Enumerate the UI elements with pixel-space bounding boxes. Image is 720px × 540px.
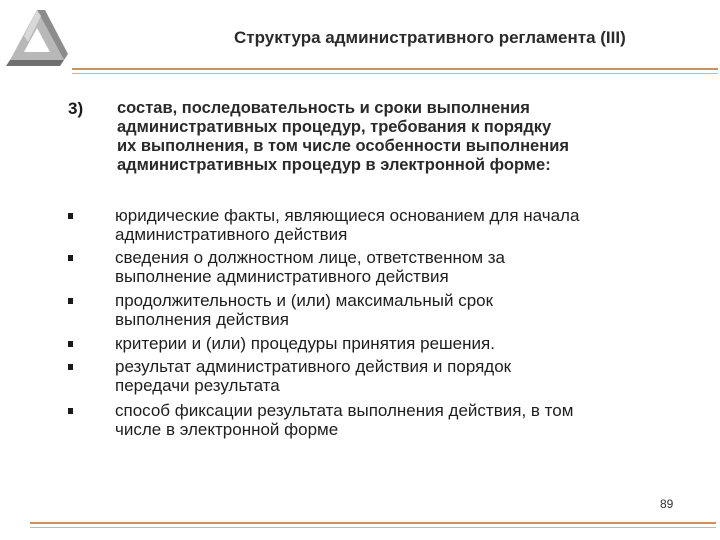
heading-line: их выполнения, в том числе особенности выполнения (117, 137, 569, 155)
heading-line: административных процедур, требования к порядку (117, 118, 552, 136)
heading-line: состав, последовательность и сроки выполнения (117, 99, 530, 117)
section-heading (117, 99, 707, 175)
bullet-line: передачи результата (115, 376, 280, 395)
bullet-line: критерии и (или) процедуры принятия решения. (115, 334, 495, 353)
bullet-line: продолжительность и (или) максимальный срок (115, 291, 494, 310)
bullet-square-icon (68, 408, 73, 414)
top-divider (72, 68, 718, 74)
page-number: 89 (660, 497, 674, 511)
bottom-divider (30, 522, 716, 528)
bullet-line: выполнение административного действия (115, 267, 449, 286)
bullet-square-icon (68, 364, 73, 370)
bullet-line: юридические факты, являющиеся основанием для начала (115, 206, 580, 225)
bullet-line: результат административного действия и порядок (115, 357, 512, 376)
penrose-triangle-icon (6, 6, 68, 68)
slide-title: Структура административного регламента (III) (234, 28, 626, 47)
bullet-square-icon (68, 255, 73, 261)
bullet-line: числе в электронной форме (115, 420, 339, 439)
section-number: 3) (68, 99, 84, 118)
bullet-line: сведения о должностном лице, ответственном за (115, 248, 505, 267)
bullet-square-icon (68, 213, 73, 219)
bullet-line: административного действия (115, 225, 348, 244)
bullet-line: выполнения действия (115, 310, 290, 329)
bullet-square-icon (68, 298, 73, 304)
heading-line: административных процедур в электронной форме: (117, 156, 551, 174)
bullet-line: способ фиксации результата выполнения действия, в том (115, 401, 574, 420)
bullet-square-icon (68, 341, 73, 347)
